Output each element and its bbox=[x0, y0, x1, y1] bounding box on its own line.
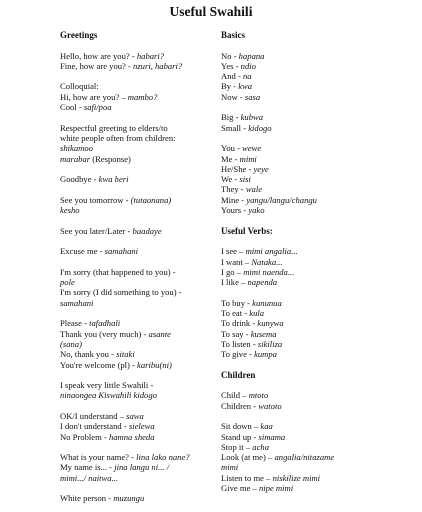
english-text: My name is... - bbox=[60, 462, 115, 473]
phrase-line bbox=[221, 71, 381, 81]
phrase-line bbox=[221, 452, 381, 462]
group-spacer bbox=[60, 483, 220, 493]
swahili-text: wale bbox=[245, 184, 263, 195]
english-text: Thank you (very much) - bbox=[60, 328, 149, 339]
group-spacer bbox=[60, 71, 220, 81]
english-text: I go – bbox=[221, 266, 244, 277]
group-spacer bbox=[60, 308, 220, 318]
swahili-text: na bbox=[242, 71, 252, 82]
group-spacer bbox=[60, 112, 220, 122]
english-text: I don't understand - bbox=[60, 421, 129, 432]
swahili-text: kusema bbox=[250, 328, 277, 339]
english-text: white people often from children: bbox=[60, 132, 176, 143]
english-text: I'm sorry (that happened to you) - bbox=[60, 266, 176, 277]
phrase-line bbox=[60, 452, 220, 462]
group-spacer bbox=[60, 401, 220, 411]
phrase-line bbox=[60, 349, 220, 359]
right-column bbox=[221, 30, 381, 493]
swahili-text: mimi bbox=[221, 462, 239, 473]
english-text: Small - bbox=[221, 122, 249, 133]
english-text: Goodbye - bbox=[60, 174, 99, 185]
english-text: Big - bbox=[221, 112, 241, 123]
group-spacer bbox=[60, 370, 220, 380]
group-spacer bbox=[60, 257, 220, 267]
phrase-line bbox=[221, 329, 381, 339]
english-text: To drink - bbox=[221, 318, 258, 329]
english-text: Excuse me - bbox=[60, 246, 105, 257]
swahili-text: (tutaonana) bbox=[130, 194, 172, 205]
swahili-text: kunywa bbox=[257, 318, 284, 329]
swahili-text: mimi angalia... bbox=[245, 246, 298, 257]
phrase-line bbox=[60, 380, 220, 390]
group-spacer bbox=[60, 215, 220, 225]
section-spacer bbox=[221, 215, 381, 225]
group-spacer bbox=[221, 133, 381, 143]
english-text: By - bbox=[221, 81, 239, 92]
english-text: Cool - bbox=[60, 102, 84, 113]
phrase-line bbox=[60, 174, 220, 184]
phrase-line bbox=[60, 298, 220, 308]
english-text: Hello, how are you? - bbox=[60, 50, 137, 61]
english-text: To listen - bbox=[221, 338, 258, 349]
section-heading: Useful Verbs: bbox=[221, 225, 273, 236]
swahili-text: habari? bbox=[136, 50, 165, 61]
swahili-text: niskilize mimi bbox=[272, 472, 321, 483]
phrase-line bbox=[60, 473, 220, 483]
phrase-line bbox=[60, 123, 220, 133]
swahili-text: kwa heri bbox=[98, 174, 129, 185]
swahili-text: sitaki bbox=[116, 349, 135, 360]
swahili-text: samahani bbox=[60, 297, 94, 308]
phrase-line bbox=[221, 61, 381, 71]
suffix-text: (Response) bbox=[90, 153, 131, 164]
english-text: Please - bbox=[60, 318, 90, 329]
swahili-text: kesho bbox=[60, 205, 80, 216]
english-text: We - bbox=[221, 174, 240, 185]
phrase-line bbox=[60, 51, 220, 61]
phrase-line bbox=[60, 195, 220, 205]
phrase-line bbox=[60, 411, 220, 421]
swahili-text: sasa bbox=[244, 91, 261, 102]
swahili-text: simama bbox=[258, 431, 286, 442]
english-text: You - bbox=[221, 143, 243, 154]
english-text: I speak very little Swahili - bbox=[60, 380, 154, 391]
english-text: I like – bbox=[221, 277, 248, 288]
english-text: Sit down – bbox=[221, 421, 261, 432]
swahili-text: kula bbox=[249, 308, 265, 319]
group-spacer bbox=[60, 164, 220, 174]
swahili-text: kubwa bbox=[240, 112, 264, 123]
phrase-line bbox=[221, 267, 381, 277]
english-text: See you tomorrow - bbox=[60, 194, 131, 205]
phrase-line bbox=[60, 390, 220, 400]
phrase-line bbox=[221, 401, 381, 411]
swahili-text: sawa bbox=[126, 410, 144, 421]
english-text: Look (at me) – bbox=[221, 452, 275, 463]
swahili-text: wewe bbox=[242, 143, 262, 154]
phrase-line bbox=[221, 318, 381, 328]
swahili-text: samahani bbox=[104, 246, 139, 257]
english-text: Stop it – bbox=[221, 441, 253, 452]
english-text: Listen to me – bbox=[221, 472, 273, 483]
english-text: Give me – bbox=[221, 483, 259, 494]
swahili-text: hapana bbox=[238, 50, 265, 61]
english-text: I'm sorry (I did something to you) - bbox=[60, 287, 182, 298]
phrase-line bbox=[221, 123, 381, 133]
group-spacer bbox=[60, 184, 220, 194]
phrase-line bbox=[60, 205, 220, 215]
swahili-text: mimi.../ naitwa... bbox=[60, 472, 119, 483]
phrase-line bbox=[60, 462, 220, 472]
swahili-text: lina lako nane? bbox=[136, 452, 190, 463]
swahili-text: baadaye bbox=[132, 225, 162, 236]
section-spacer bbox=[221, 360, 381, 370]
phrase-line bbox=[60, 432, 220, 442]
phrase-line bbox=[221, 184, 381, 194]
phrase-line bbox=[221, 154, 381, 164]
phrase-line bbox=[221, 143, 381, 153]
phrase-line bbox=[221, 483, 381, 493]
phrase-line bbox=[221, 51, 381, 61]
english-text: I want – bbox=[221, 256, 252, 267]
swahili-text: hamna sheda bbox=[108, 431, 155, 442]
phrase-line bbox=[221, 308, 381, 318]
phrase-line bbox=[60, 287, 220, 297]
phrase-line bbox=[221, 205, 381, 215]
phrase-line bbox=[221, 81, 381, 91]
english-text: You're welcome (pl) - bbox=[60, 359, 138, 370]
phrase-line bbox=[60, 277, 220, 287]
english-text: No, thank you - bbox=[60, 349, 117, 360]
swahili-text: kumpa bbox=[254, 349, 277, 360]
phrase-line bbox=[221, 421, 381, 431]
english-text: Now - bbox=[221, 91, 245, 102]
swahili-text: mimi naenda... bbox=[243, 266, 295, 277]
swahili-text: nzuri, habari? bbox=[133, 60, 183, 71]
english-text: He/She - bbox=[221, 163, 254, 174]
swahili-text: karibu(ni) bbox=[137, 359, 172, 370]
left-column bbox=[60, 30, 220, 504]
section-heading: Greetings bbox=[60, 30, 98, 40]
phrase-line bbox=[60, 493, 220, 503]
english-text: Stand up - bbox=[221, 431, 259, 442]
swahili-text: nipe mimi bbox=[258, 483, 294, 494]
english-text: White person - bbox=[60, 493, 114, 504]
swahili-text: sikiliza bbox=[257, 338, 283, 349]
english-text: Fine, how are you? - bbox=[60, 60, 134, 71]
english-text: Me - bbox=[221, 153, 240, 164]
phrase-line bbox=[60, 226, 220, 236]
swahili-text: kaa bbox=[260, 421, 273, 432]
swahili-text: acha bbox=[252, 441, 269, 452]
phrase-line bbox=[221, 298, 381, 308]
phrase-line bbox=[221, 349, 381, 359]
phrase-line bbox=[221, 195, 381, 205]
swahili-text: mambo? bbox=[127, 91, 158, 102]
phrase-line bbox=[221, 390, 381, 400]
swahili-text: shikamoo bbox=[60, 143, 93, 154]
swahili-text: ninaongea Kiswahili kidogo bbox=[60, 390, 157, 401]
swahili-text: jina langu ni... / bbox=[114, 462, 170, 473]
swahili-text: angalia/nitazame bbox=[274, 452, 335, 463]
swahili-text: watoto bbox=[258, 400, 282, 411]
phrase-line bbox=[60, 81, 220, 91]
swahili-text: tafadhali bbox=[89, 318, 121, 329]
english-text: And - bbox=[221, 71, 243, 82]
english-text: I see – bbox=[221, 246, 246, 257]
phrase-line bbox=[60, 267, 220, 277]
phrase-line bbox=[60, 61, 220, 71]
swahili-text: mimi bbox=[239, 153, 257, 164]
english-text: See you later/Later - bbox=[60, 225, 133, 236]
swahili-text: sisi bbox=[239, 174, 251, 185]
english-text: What is your name? - bbox=[60, 452, 137, 463]
phrase-line bbox=[60, 360, 220, 370]
phrase-line bbox=[60, 339, 220, 349]
phrase-line bbox=[221, 462, 381, 472]
group-spacer bbox=[221, 411, 381, 421]
english-text: They - bbox=[221, 184, 246, 195]
phrase-line bbox=[221, 92, 381, 102]
english-text: Yours - bbox=[221, 205, 249, 216]
swahili-text: yangu/langu/changu bbox=[246, 194, 317, 205]
section-heading: Basics bbox=[221, 30, 246, 40]
swahili-text: yako bbox=[248, 205, 265, 216]
phrase-line bbox=[221, 246, 381, 256]
group-spacer bbox=[221, 102, 381, 112]
swahili-text: yeye bbox=[253, 163, 269, 174]
page-title: Useful Swahili bbox=[169, 4, 253, 19]
phrase-line bbox=[60, 102, 220, 112]
swahili-text: asante bbox=[148, 328, 171, 339]
english-text: Mine - bbox=[221, 194, 247, 205]
swahili-text: marabar bbox=[60, 153, 91, 164]
english-text: OK/I understand – bbox=[60, 410, 127, 421]
phrase-line bbox=[221, 174, 381, 184]
phrase-line bbox=[60, 421, 220, 431]
english-text: No Problem - bbox=[60, 431, 109, 442]
phrase-line bbox=[221, 164, 381, 174]
english-text: To eat - bbox=[221, 308, 250, 319]
phrase-line bbox=[221, 112, 381, 122]
phrase-line bbox=[60, 154, 220, 164]
phrase-line bbox=[221, 277, 381, 287]
group-spacer bbox=[60, 236, 220, 246]
english-text: Hi, how are you? – bbox=[60, 91, 128, 102]
english-text: To buy - bbox=[221, 297, 253, 308]
swahili-text: kwa bbox=[238, 81, 253, 92]
swahili-text: napenda bbox=[247, 277, 278, 288]
english-text: Respectful greeting to elders/to bbox=[60, 122, 168, 133]
english-text: Children - bbox=[221, 400, 259, 411]
swahili-text: Nataka... bbox=[251, 256, 283, 267]
phrase-line bbox=[221, 442, 381, 452]
phrase-line bbox=[60, 133, 220, 143]
swahili-text: kidogo bbox=[248, 122, 272, 133]
swahili-text: sielewa bbox=[128, 421, 155, 432]
group-spacer bbox=[60, 442, 220, 452]
english-text: To say - bbox=[221, 328, 251, 339]
phrase-line bbox=[60, 329, 220, 339]
phrase-line bbox=[60, 246, 220, 256]
swahili-text: ndio bbox=[240, 60, 256, 71]
english-text: To give - bbox=[221, 349, 255, 360]
phrase-line bbox=[60, 143, 220, 153]
phrase-line bbox=[221, 432, 381, 442]
swahili-text: muzungu bbox=[113, 493, 145, 504]
swahili-text: pole bbox=[60, 277, 75, 288]
phrase-line bbox=[221, 339, 381, 349]
phrase-line bbox=[221, 257, 381, 267]
phrase-line bbox=[60, 92, 220, 102]
phrase-line bbox=[221, 473, 381, 483]
section-heading: Children bbox=[221, 369, 256, 380]
swahili-text: mtoto bbox=[248, 390, 269, 401]
phrase-line bbox=[60, 318, 220, 328]
swahili-text: (sana) bbox=[60, 338, 82, 349]
swahili-text: safi/poa bbox=[83, 102, 112, 113]
english-text: Yes - bbox=[221, 60, 241, 71]
english-text: No - bbox=[221, 50, 239, 61]
english-text: Colloquial: bbox=[60, 81, 99, 92]
group-spacer bbox=[221, 287, 381, 297]
english-text: Child – bbox=[221, 390, 249, 401]
swahili-text: kununua bbox=[252, 297, 282, 308]
